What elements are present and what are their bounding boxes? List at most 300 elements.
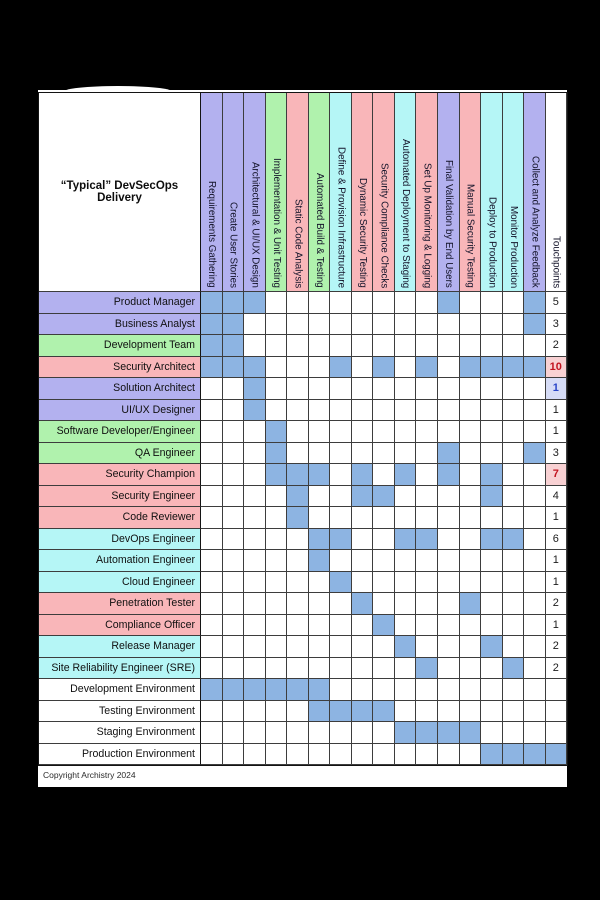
matrix-cell <box>460 658 482 680</box>
matrix-cell <box>373 744 395 766</box>
matrix-cell <box>352 400 374 422</box>
matrix-cell <box>481 744 503 766</box>
column-header-label: Requirements Gathering <box>206 181 218 288</box>
matrix-cell <box>201 443 223 465</box>
touchpoints-value: 1 <box>546 507 567 529</box>
matrix-cell <box>309 550 331 572</box>
matrix-cell <box>223 507 245 529</box>
column-header-label: Dynamic Security Testing <box>356 178 368 288</box>
matrix-cell <box>416 314 438 336</box>
matrix-cell <box>395 335 417 357</box>
matrix-cell <box>503 335 525 357</box>
matrix-cell <box>460 421 482 443</box>
matrix-cell <box>266 615 288 637</box>
matrix-cell <box>438 314 460 336</box>
matrix-cell <box>416 572 438 594</box>
matrix-cell <box>266 701 288 723</box>
matrix-cell <box>460 400 482 422</box>
matrix-cell <box>460 507 482 529</box>
matrix-cell <box>503 550 525 572</box>
matrix-cell <box>503 400 525 422</box>
matrix-cell <box>373 529 395 551</box>
matrix-cell <box>395 378 417 400</box>
matrix-cell <box>287 486 309 508</box>
matrix-cell <box>373 421 395 443</box>
matrix-cell <box>330 314 352 336</box>
matrix-cell <box>330 593 352 615</box>
row-label: DevOps Engineer <box>39 529 201 551</box>
row-label: Security Architect <box>39 357 201 379</box>
matrix-cell <box>352 615 374 637</box>
matrix-cell <box>352 335 374 357</box>
matrix-cell <box>524 357 546 379</box>
matrix-cell <box>201 335 223 357</box>
matrix-cell <box>524 464 546 486</box>
matrix-cell <box>223 357 245 379</box>
matrix-cell <box>287 658 309 680</box>
touchpoints-header <box>546 93 567 292</box>
matrix-cell <box>244 400 266 422</box>
touchpoints-header-label: Touchpoints <box>550 235 562 288</box>
matrix-cell <box>201 615 223 637</box>
matrix-cell <box>416 744 438 766</box>
matrix-cell <box>438 550 460 572</box>
matrix-cell <box>287 572 309 594</box>
row-label: QA Engineer <box>39 443 201 465</box>
matrix-cell <box>244 615 266 637</box>
devsecops-matrix-table <box>38 92 568 766</box>
matrix-cell <box>524 421 546 443</box>
matrix-cell <box>330 400 352 422</box>
matrix-cell <box>373 615 395 637</box>
matrix-cell <box>244 658 266 680</box>
matrix-cell <box>373 636 395 658</box>
matrix-cell <box>244 292 266 314</box>
matrix-cell <box>223 443 245 465</box>
matrix-cell <box>223 658 245 680</box>
matrix-cell <box>373 378 395 400</box>
column-header-6 <box>309 93 331 292</box>
matrix-cell <box>395 400 417 422</box>
matrix-cell <box>373 486 395 508</box>
matrix-cell <box>352 292 374 314</box>
column-header-label: Automated Build & Testing <box>313 173 325 288</box>
column-header-label: Create User Stories <box>227 201 239 288</box>
matrix-cell <box>287 701 309 723</box>
matrix-cell <box>309 443 331 465</box>
matrix-cell <box>373 722 395 744</box>
matrix-cell <box>287 378 309 400</box>
matrix-cell <box>201 507 223 529</box>
matrix-cell <box>352 550 374 572</box>
matrix-cell <box>460 529 482 551</box>
column-header-10 <box>395 93 417 292</box>
matrix-cell <box>352 636 374 658</box>
matrix-cell <box>373 507 395 529</box>
matrix-cell <box>201 464 223 486</box>
matrix-cell <box>201 378 223 400</box>
matrix-cell <box>244 314 266 336</box>
column-header-7 <box>330 93 352 292</box>
matrix-cell <box>373 335 395 357</box>
touchpoints-value <box>546 679 567 701</box>
matrix-cell <box>395 722 417 744</box>
matrix-cell <box>503 658 525 680</box>
matrix-cell <box>416 593 438 615</box>
matrix-cell <box>352 658 374 680</box>
row-label: Staging Environment <box>39 722 201 744</box>
matrix-cell <box>524 550 546 572</box>
matrix-cell <box>481 378 503 400</box>
matrix-cell <box>201 679 223 701</box>
matrix-cell <box>416 443 438 465</box>
matrix-cell <box>438 292 460 314</box>
matrix-cell <box>503 572 525 594</box>
matrix-cell <box>373 593 395 615</box>
matrix-cell <box>201 701 223 723</box>
matrix-cell <box>352 701 374 723</box>
matrix-cell <box>244 507 266 529</box>
matrix-cell <box>503 593 525 615</box>
matrix-cell <box>352 507 374 529</box>
matrix-cell <box>352 572 374 594</box>
matrix-cell <box>330 550 352 572</box>
matrix-cell <box>330 292 352 314</box>
matrix-cell <box>352 593 374 615</box>
row-label: Security Engineer <box>39 486 201 508</box>
matrix-cell <box>223 722 245 744</box>
row-label: Testing Environment <box>39 701 201 723</box>
matrix-cell <box>503 744 525 766</box>
matrix-cell <box>395 357 417 379</box>
touchpoints-value <box>546 744 567 766</box>
matrix-cell <box>395 615 417 637</box>
matrix-cell <box>416 679 438 701</box>
matrix-cell <box>416 615 438 637</box>
matrix-cell <box>330 744 352 766</box>
matrix-cell <box>244 572 266 594</box>
matrix-cell <box>373 314 395 336</box>
matrix-cell <box>524 636 546 658</box>
matrix-cell <box>201 722 223 744</box>
row-label: Release Manager <box>39 636 201 658</box>
column-header-15 <box>503 93 525 292</box>
matrix-cell <box>223 421 245 443</box>
matrix-cell <box>201 421 223 443</box>
matrix-cell <box>287 464 309 486</box>
matrix-cell <box>460 292 482 314</box>
matrix-cell <box>524 378 546 400</box>
matrix-cell <box>481 550 503 572</box>
matrix-cell <box>395 658 417 680</box>
matrix-cell <box>201 529 223 551</box>
matrix-cell <box>416 507 438 529</box>
matrix-cell <box>330 636 352 658</box>
matrix-cell <box>481 679 503 701</box>
matrix-cell <box>460 701 482 723</box>
matrix-cell <box>416 701 438 723</box>
matrix-cell <box>287 314 309 336</box>
matrix-cell <box>503 701 525 723</box>
matrix-cell <box>287 636 309 658</box>
matrix-cell <box>266 593 288 615</box>
row-label: Development Team <box>39 335 201 357</box>
matrix-cell <box>416 486 438 508</box>
matrix-cell <box>481 357 503 379</box>
matrix-cell <box>266 443 288 465</box>
matrix-cell <box>481 292 503 314</box>
matrix-cell <box>223 550 245 572</box>
row-label: UI/UX Designer <box>39 400 201 422</box>
matrix-cell <box>416 335 438 357</box>
matrix-cell <box>266 572 288 594</box>
column-header-4 <box>266 93 288 292</box>
matrix-cell <box>416 421 438 443</box>
matrix-cell <box>223 292 245 314</box>
matrix-cell <box>266 550 288 572</box>
matrix-cell <box>266 400 288 422</box>
matrix-cell <box>438 615 460 637</box>
matrix-cell <box>201 636 223 658</box>
matrix-cell <box>223 744 245 766</box>
matrix-cell <box>481 443 503 465</box>
matrix-cell <box>244 529 266 551</box>
row-label: Software Developer/Engineer <box>39 421 201 443</box>
matrix-cell <box>287 744 309 766</box>
matrix-cell <box>481 464 503 486</box>
matrix-cell <box>481 400 503 422</box>
matrix-cell <box>309 400 331 422</box>
matrix-cell <box>481 335 503 357</box>
matrix-cell <box>330 421 352 443</box>
matrix-cell <box>309 593 331 615</box>
matrix-cell <box>309 722 331 744</box>
matrix-cell <box>481 722 503 744</box>
row-label: Cloud Engineer <box>39 572 201 594</box>
matrix-cell <box>309 744 331 766</box>
matrix-cell <box>373 292 395 314</box>
matrix-cell <box>460 722 482 744</box>
matrix-cell <box>481 572 503 594</box>
row-label: Penetration Tester <box>39 593 201 615</box>
matrix-cell <box>438 744 460 766</box>
matrix-cell <box>287 722 309 744</box>
touchpoints-value: 2 <box>546 658 567 680</box>
matrix-cell <box>395 529 417 551</box>
matrix-cell <box>309 658 331 680</box>
matrix-cell <box>460 679 482 701</box>
matrix-cell <box>524 443 546 465</box>
matrix-cell <box>395 314 417 336</box>
row-label: Compliance Officer <box>39 615 201 637</box>
matrix-cell <box>438 529 460 551</box>
matrix-cell <box>309 378 331 400</box>
matrix-cell <box>438 658 460 680</box>
matrix-cell <box>352 464 374 486</box>
matrix-cell <box>481 314 503 336</box>
matrix-cell <box>438 593 460 615</box>
matrix-cell <box>330 378 352 400</box>
column-header-3 <box>244 93 266 292</box>
matrix-cell <box>223 464 245 486</box>
matrix-cell <box>481 636 503 658</box>
row-label: Solution Architect <box>39 378 201 400</box>
matrix-cell <box>266 378 288 400</box>
matrix-cell <box>438 679 460 701</box>
matrix-cell <box>223 529 245 551</box>
matrix-cell <box>201 400 223 422</box>
matrix-cell <box>416 357 438 379</box>
matrix-cell <box>223 701 245 723</box>
matrix-cell <box>395 464 417 486</box>
column-header-label: Set Up Monitoring & Logging <box>421 162 433 288</box>
touchpoints-value: 2 <box>546 636 567 658</box>
touchpoints-value: 5 <box>546 292 567 314</box>
matrix-cell <box>395 701 417 723</box>
matrix-cell <box>309 679 331 701</box>
matrix-cell <box>460 636 482 658</box>
matrix-cell <box>244 593 266 615</box>
matrix-cell <box>460 550 482 572</box>
touchpoints-value: 2 <box>546 593 567 615</box>
touchpoints-value <box>546 701 567 723</box>
column-header-label: Architectural & UI/UX Design <box>249 162 261 288</box>
column-header-8 <box>352 93 374 292</box>
column-header-11 <box>416 93 438 292</box>
matrix-cell <box>330 722 352 744</box>
matrix-cell <box>503 443 525 465</box>
matrix-cell <box>309 636 331 658</box>
matrix-cell <box>460 314 482 336</box>
column-header-label: Implementation & Unit Testing <box>270 158 282 288</box>
matrix-cell <box>287 550 309 572</box>
matrix-cell <box>330 443 352 465</box>
matrix-cell <box>438 722 460 744</box>
matrix-cell <box>481 486 503 508</box>
matrix-cell <box>524 722 546 744</box>
matrix-cell <box>438 486 460 508</box>
matrix-cell <box>438 421 460 443</box>
column-header-label: Final Validation by End Users <box>443 160 455 288</box>
column-header-12 <box>438 93 460 292</box>
matrix-cell <box>524 400 546 422</box>
matrix-cell <box>416 292 438 314</box>
matrix-cell <box>373 679 395 701</box>
touchpoints-value: 1 <box>546 550 567 572</box>
matrix-cell <box>524 529 546 551</box>
matrix-cell <box>460 335 482 357</box>
column-header-label: Monitor Production <box>507 205 519 288</box>
matrix-cell <box>503 486 525 508</box>
matrix-cell <box>223 615 245 637</box>
matrix-cell <box>266 292 288 314</box>
matrix-cell <box>395 421 417 443</box>
matrix-cell <box>201 593 223 615</box>
column-header-13 <box>460 93 482 292</box>
matrix-cell <box>201 314 223 336</box>
column-header-5 <box>287 93 309 292</box>
matrix-cell <box>201 744 223 766</box>
matrix-cell <box>524 292 546 314</box>
matrix-cell <box>481 421 503 443</box>
matrix-cell <box>309 421 331 443</box>
matrix-cell <box>330 486 352 508</box>
matrix-cell <box>244 421 266 443</box>
matrix-cell <box>266 507 288 529</box>
matrix-cell <box>503 378 525 400</box>
matrix-title: “Typical” DevSecOps Delivery <box>39 93 201 292</box>
matrix-cell <box>287 292 309 314</box>
touchpoints-value: 4 <box>546 486 567 508</box>
matrix-cell <box>416 529 438 551</box>
row-label: Automation Engineer <box>39 550 201 572</box>
matrix-cell <box>460 572 482 594</box>
matrix-cell <box>352 722 374 744</box>
row-label: Site Reliability Engineer (SRE) <box>39 658 201 680</box>
touchpoints-value: 1 <box>546 378 567 400</box>
matrix-cell <box>460 443 482 465</box>
matrix-cell <box>330 679 352 701</box>
matrix-cell <box>416 464 438 486</box>
matrix-cell <box>395 443 417 465</box>
matrix-cell <box>395 679 417 701</box>
matrix-cell <box>503 529 525 551</box>
matrix-cell <box>395 507 417 529</box>
matrix-cell <box>266 335 288 357</box>
matrix-cell <box>460 744 482 766</box>
matrix-cell <box>395 486 417 508</box>
matrix-cell <box>266 314 288 336</box>
matrix-cell <box>244 378 266 400</box>
matrix-cell <box>438 443 460 465</box>
matrix-cell <box>395 572 417 594</box>
matrix-cell <box>287 335 309 357</box>
matrix-cell <box>481 615 503 637</box>
matrix-cell <box>352 744 374 766</box>
matrix-cell <box>244 701 266 723</box>
matrix-cell <box>352 378 374 400</box>
matrix-cell <box>352 357 374 379</box>
matrix-cell <box>481 701 503 723</box>
matrix-cell <box>330 357 352 379</box>
matrix-cell <box>244 335 266 357</box>
matrix-cell <box>330 507 352 529</box>
touchpoints-value <box>546 722 567 744</box>
matrix-cell <box>244 443 266 465</box>
matrix-cell <box>330 529 352 551</box>
column-header-label: Static Code Analysis <box>292 198 304 288</box>
touchpoints-value: 10 <box>546 357 567 379</box>
matrix-cell <box>266 486 288 508</box>
matrix-cell <box>352 421 374 443</box>
matrix-cell <box>395 550 417 572</box>
matrix-cell <box>438 636 460 658</box>
touchpoints-value: 1 <box>546 615 567 637</box>
matrix-cell <box>524 615 546 637</box>
matrix-cell <box>244 679 266 701</box>
matrix-cell <box>287 615 309 637</box>
column-header-label: Manual Security Testing <box>464 184 476 288</box>
matrix-cell <box>244 550 266 572</box>
matrix-cell <box>287 593 309 615</box>
matrix-cell <box>438 400 460 422</box>
matrix-cell <box>416 378 438 400</box>
matrix-cell <box>460 464 482 486</box>
matrix-cell <box>416 722 438 744</box>
matrix-cell <box>503 615 525 637</box>
matrix-cell <box>201 572 223 594</box>
matrix-cell <box>330 658 352 680</box>
